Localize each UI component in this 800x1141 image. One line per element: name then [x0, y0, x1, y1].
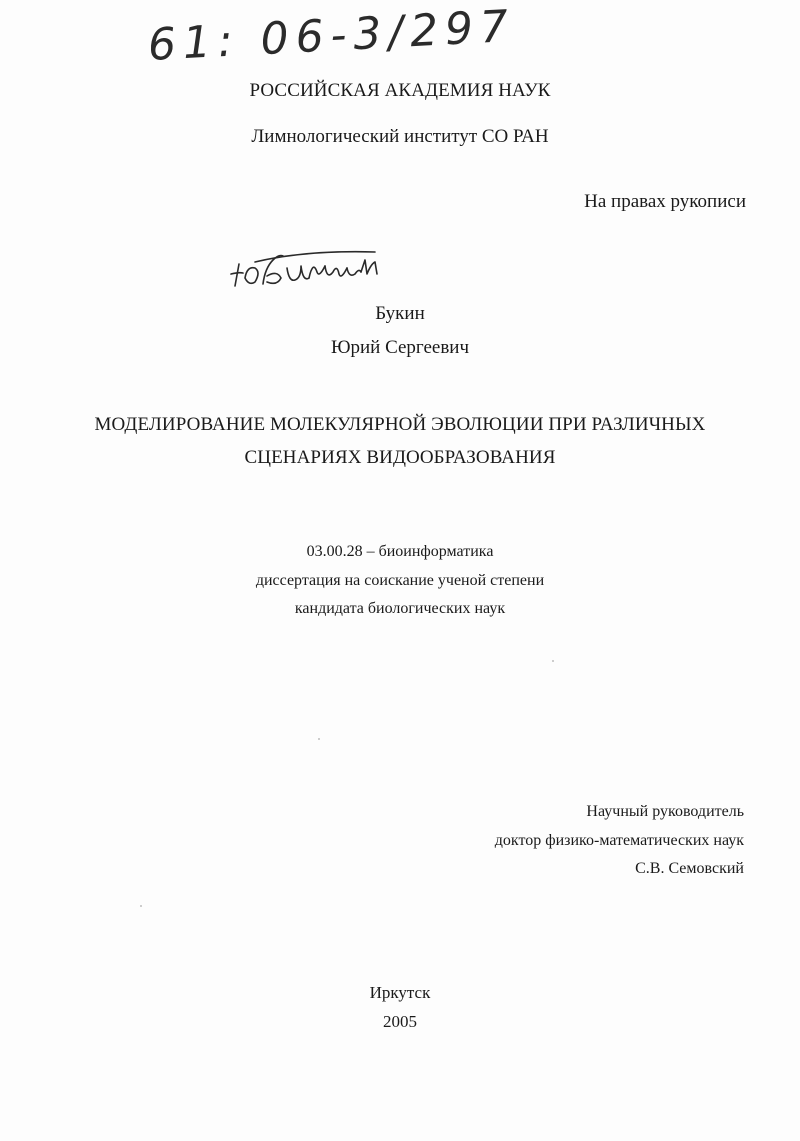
city: Иркутск [369, 983, 431, 1002]
degree-line-2: кандидата биологических наук [294, 600, 506, 617]
scan-speck [552, 660, 554, 662]
degree-line-1: диссертация на соискание ученой степени [255, 572, 545, 589]
author-surname: Букин [375, 303, 425, 324]
supervisor-label: Научный руководитель [586, 803, 744, 820]
scan-speck [140, 905, 142, 907]
institute-name: Лимнологический институт СО РАН [251, 126, 549, 147]
manuscript-rights-note: На правах рукописи [584, 191, 746, 212]
year: 2005 [383, 1012, 417, 1031]
supervisor-degree: доктор физико-математических наук [494, 832, 744, 849]
author-given-names: Юрий Сергеевич [330, 337, 470, 358]
supervisor-name: С.В. Семовский [635, 860, 744, 877]
organization-name: РОССИЙСКАЯ АКАДЕМИЯ НАУК [249, 80, 551, 101]
handwritten-archive-number: 61: 06-3/297 [146, 0, 517, 71]
author-signature [225, 238, 395, 298]
scan-speck [318, 738, 320, 740]
dissertation-title-line-2: СЦЕНАРИЯХ ВИДООБРАЗОВАНИЯ [244, 447, 556, 468]
dissertation-title-line-1: МОДЕЛИРОВАНИЕ МОЛЕКУЛЯРНОЙ ЭВОЛЮЦИИ ПРИ РАЗЛИЧНЫХ [94, 414, 706, 435]
specialty-code: 03.00.28 – биоинформатика [306, 543, 494, 560]
